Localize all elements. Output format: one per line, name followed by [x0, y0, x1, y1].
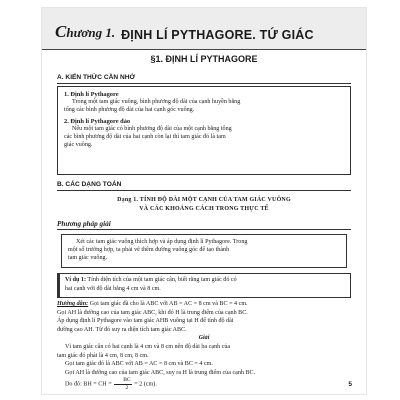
example-label: Ví dụ 1: — [65, 277, 86, 283]
solution-formula — [57, 377, 351, 391]
method-line: một số trường hợp, ta phải vẽ thêm đường vuông góc để tạo thành — [68, 247, 230, 254]
solution-line: Gọi tam giác đó là ABC với AB = AC = 8 cm và BC = 4 cm. — [65, 361, 213, 368]
method-line: tam giác vuông. — [68, 255, 108, 262]
theorem-2-line: các bình phương độ dài của hai cạnh còn lại thì tam giác đó là tam — [64, 134, 226, 141]
formula-suffix: = 2 (cm). — [134, 381, 157, 388]
hint-line: Gọi tam giác đã cho là ABC với AB = AC = 8 cm và BC = 4 cm. — [89, 301, 248, 307]
theorem-1-line: tổng các bình phương độ dài của hai cạnh góc vuông. — [64, 107, 195, 114]
solution-heading: Giải — [198, 335, 210, 342]
theorem-2-line: giác vuông. — [64, 142, 93, 149]
solution-block — [57, 300, 351, 391]
part-a-heading: A. KIẾN THỨC CẦN NHỚ — [57, 74, 351, 84]
theorem-1-title: 1. Định lí Pythagore — [64, 91, 119, 98]
hint-line: Áp dụng định lí Pythagore vào tam giác AHB vuông tại H để tính độ dài — [57, 318, 234, 325]
formula-prefix: Do đó: BH = CH = — [65, 381, 112, 388]
chapter-header — [42, 8, 366, 50]
chapter-title: ĐỊNH LÍ PYTHAGORE. TỨ GIÁC — [121, 28, 314, 42]
page-number: 5 — [348, 381, 352, 388]
hint-label: Hướng dẫn: — [57, 301, 89, 307]
problem-type-title: Dạng 1. TÍNH ĐỘ DÀI MỘT CẠNH CỦA TAM GIÁC VUÔNG — [117, 197, 291, 203]
example-box — [57, 273, 351, 298]
theorem-2-title: 2. Định lí Pythagore đảo — [64, 118, 131, 126]
hint-line: Gọi AH là đường cao của tam giác ABC, khi đó H là trung điểm của cạnh BC. — [57, 309, 248, 316]
fraction-numerator: BC — [114, 377, 131, 385]
problem-type-subtitle: VÀ CÁC KHOẢNG CÁCH TRONG THỰC TẾ — [139, 206, 269, 212]
book-page — [42, 8, 366, 394]
part-b-heading: B. CÁC DẠNG TOÁN — [57, 181, 351, 191]
example-line: Tính diện tích của một tam giác cân, biết rằng tam giác đó có — [87, 277, 237, 283]
method-line: Xét các tam giác vuông thích hợp và áp dụng định lí Pythagore. Trong — [76, 239, 248, 245]
solution-line: Vì tam giác cân có hai cạnh là 4 cm và 8 cm nên độ dài ba cạnh của — [65, 343, 231, 350]
hint-line: đường cao AH. Từ đó suy ra diện tích tam giác ABC. — [57, 326, 187, 333]
solution-line: tam giác đó phải là 4 cm, 8 cm, 8 cm. — [57, 352, 149, 359]
solution-line: Gọi AH là đường cao của tam giác ABC, suy ra H là trung điểm của cạnh BC. — [65, 369, 256, 376]
theorem-2-line: Nếu một tam giác có bình phương độ dài của một cạnh bằng tổng — [72, 126, 232, 133]
theorem-1-line: Trong một tam giác vuông, bình phương độ dài của cạnh huyền bằng — [72, 99, 241, 105]
chapter-label: Chương 1. — [55, 22, 116, 41]
method-heading: Phương pháp giải — [57, 220, 351, 230]
section-title: §1. ĐỊNH LÍ PYTHAGORE — [150, 54, 258, 64]
method-box — [61, 234, 347, 268]
example-line: hai cạnh với độ dài bằng 4 cm và 8 cm. — [65, 285, 161, 292]
fraction-denominator: 2 — [125, 384, 129, 391]
knowledge-box — [57, 86, 351, 175]
fraction — [114, 377, 131, 391]
